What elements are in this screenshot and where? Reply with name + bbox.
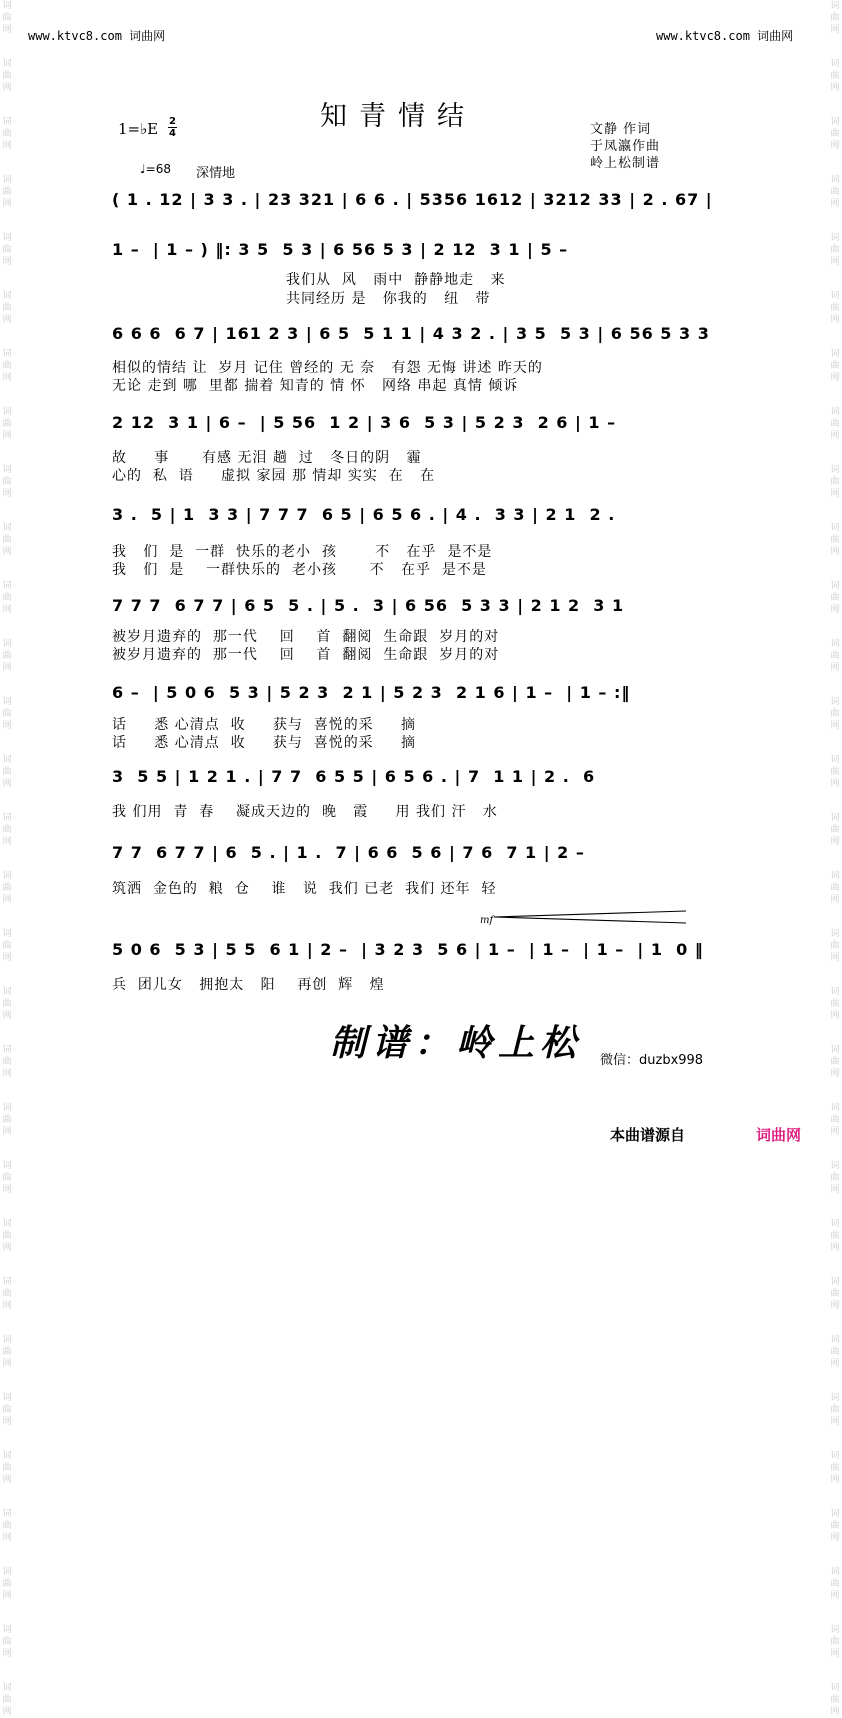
tempo-marking: ♩=68: [140, 162, 171, 176]
side-watermark-text: 词 曲 网: [2, 349, 12, 383]
side-watermark-text: 词 曲 网: [830, 59, 840, 93]
row-notes: 5 0 6 5 3 | 5 5 6 1 | 2 – | 3 2 3 5 6 | 1 – | 1 – | 1 – | 1 0 ‖: [112, 940, 704, 959]
side-watermark-text: 词 曲 网: [2, 1509, 12, 1543]
side-watermark-text: 词 曲 网: [830, 1045, 840, 1079]
side-watermark-text: 词 曲 网: [830, 1219, 840, 1253]
side-watermark-text: 词 曲 网: [830, 1277, 840, 1311]
side-watermark-text: 词 曲 网: [830, 1509, 840, 1543]
side-watermark-text: 词 曲 网: [830, 1567, 840, 1601]
site-url-right[interactable]: www.ktvc8.com 词曲网: [656, 29, 794, 43]
side-watermark-text: 词 曲 网: [830, 465, 840, 499]
side-watermark-text: 词 曲 网: [830, 117, 840, 151]
side-watermark-text: 词 曲 网: [2, 1103, 12, 1137]
crescendo-hairpin: [494, 910, 688, 924]
side-watermark-text: 词 曲 网: [830, 349, 840, 383]
key-signature: 1=♭E: [118, 120, 159, 138]
side-watermark-text: 词 曲 网: [2, 581, 12, 615]
lyric-line-1: 故 事 有感 无泪 趟 过 冬日的阴 霾: [112, 450, 422, 466]
row-notes: 6 6 6 6 7 | 161 2 3 | 6 5 5 1 1 | 4 3 2 . | 3 5 5 3 | 6 56 5 3 3: [112, 324, 710, 343]
side-watermark-text: 词 曲 网: [830, 871, 840, 905]
side-watermark-text: 词 曲 网: [2, 1277, 12, 1311]
side-watermark-text: 词 曲 网: [2, 1335, 12, 1369]
lyric-line-2: 共同经历 是 你我的 纽 带: [286, 291, 491, 307]
site-url-left[interactable]: www.ktvc8.com 词曲网: [28, 29, 166, 43]
side-watermark-text: 词 曲 网: [2, 59, 12, 93]
lyric-line-1: 被岁月遗弃的 那一代 回 首 翻阅 生命跟 岁月的对: [112, 629, 500, 645]
side-watermark-text: 词 曲 网: [2, 117, 12, 151]
side-watermark-text: 词 曲 网: [2, 1625, 12, 1659]
source-label: 本曲谱源自: [610, 1126, 686, 1144]
lyric-line-1: 相似的情结 让 岁月 记住 曾经的 无 奈 有怨 无悔 讲述 昨天的: [112, 360, 543, 376]
lyric-line-1: 兵 团儿女 拥抱太 阳 再创 辉 煌: [112, 977, 385, 993]
lyric-line-2: 被岁月遗弃的 那一代 回 首 翻阅 生命跟 岁月的对: [112, 647, 500, 663]
row-notes: 3 5 5 | 1 2 1 . | 7 7 6 5 5 | 6 5 6 . | 7 1 1 | 2 . 6: [112, 767, 596, 786]
side-watermark-text: 词 曲 网: [830, 755, 840, 789]
side-watermark-text: 词 曲 网: [2, 871, 12, 905]
side-watermark-text: 词 曲 网: [2, 1, 12, 35]
side-watermark-text: 词 曲 网: [830, 291, 840, 325]
lyric-line-2: 心的 私 语 虚拟 家园 那 情却 实实 在 在: [112, 468, 436, 484]
side-watermark-text: 词 曲 网: [2, 1567, 12, 1601]
dynamic-marking: mf: [480, 915, 494, 926]
side-watermark-text: 词 曲 网: [830, 1103, 840, 1137]
row-notes: 1 – | 1 – ) ‖: 3 5 5 3 | 6 56 5 3 | 2 12 3 1 | 5 –: [112, 240, 575, 259]
side-watermark-text: 词 曲 网: [830, 1335, 840, 1369]
side-watermark-text: 词 曲 网: [830, 1393, 840, 1427]
lyric-line-1: 我 们 是 一群 快乐的老小 孩 不 在乎 是不是: [112, 544, 493, 560]
lyric-line-2: 我 们 是 一群快乐的 老小孩 不 在乎 是不是: [112, 562, 487, 578]
source-site-link[interactable]: 词曲网: [756, 1126, 802, 1144]
row-notes: 7 7 6 7 7 | 6 5 . | 1 . 7 | 6 6 5 6 | 7 6 7 1 | 2 –: [112, 843, 592, 862]
arranger-credit: 岭上松制谱: [590, 156, 661, 171]
side-watermark-text: 词 曲 网: [830, 1683, 840, 1717]
row-notes: 7 7 7 6 7 7 | 6 5 5 . | 5 . 3 | 6 56 5 3 3 | 2 1 2 3 1: [112, 596, 625, 615]
lyric-line-1: 话 悉 心清点 收 获与 喜悦的采 摘: [112, 717, 417, 733]
composer-credit: 于凤瀛作曲: [590, 139, 661, 154]
side-watermark-text: 词 曲 网: [2, 639, 12, 673]
lyric-line-1: 我 们用 青 春 凝成天边的 晚 霞 用 我们 汗 水: [112, 804, 498, 820]
side-watermark-text: 词 曲 网: [2, 1045, 12, 1079]
time-top: 2: [169, 116, 176, 127]
side-watermark-text: 词 曲 网: [2, 407, 12, 441]
row-notes: ( 1 . 12 | 3 3 . | 23 321 | 6 6 . | 5356 1612 | 3212 33 | 2 . 67 |: [112, 190, 713, 209]
wechat-id: 微信：duzbx998: [600, 1053, 704, 1068]
row-notes: 3 . 5 | 1 3 3 | 7 7 7 6 5 | 6 5 6 . | 4 . 3 3 | 2 1 2 .: [112, 505, 622, 524]
song-title: 知青情结: [320, 101, 476, 132]
side-watermark-text: 词 曲 网: [830, 639, 840, 673]
side-watermark-text: 词 曲 网: [2, 755, 12, 789]
side-watermark-text: 词 曲 网: [2, 1393, 12, 1427]
side-watermark-text: 词 曲 网: [830, 233, 840, 267]
lyricist-credit: 文静 作词: [590, 122, 652, 137]
side-watermark-text: 词 曲 网: [2, 523, 12, 557]
side-watermark-text: 词 曲 网: [2, 1683, 12, 1717]
arranger-signature: 制谱：岭上松: [330, 1022, 583, 1064]
left-watermark-strip: [0, 0, 14, 1717]
lyric-line-2: 无论 走到 哪 里都 揣着 知青的 情 怀 网络 串起 真情 倾诉: [112, 378, 519, 394]
side-watermark-text: 词 曲 网: [2, 987, 12, 1021]
time-signature: [168, 117, 177, 138]
side-watermark-text: 词 曲 网: [2, 1161, 12, 1195]
lyric-line-2: 话 悉 心清点 收 获与 喜悦的采 摘: [112, 735, 417, 751]
time-bottom: 4: [169, 128, 176, 139]
side-watermark-text: 词 曲 网: [2, 291, 12, 325]
lyric-line-1: 筑洒 金色的 粮 仓 谁 说 我们 已老 我们 还年 轻: [112, 881, 497, 897]
side-watermark-text: 词 曲 网: [830, 407, 840, 441]
side-watermark-text: 词 曲 网: [830, 1, 840, 35]
side-watermark-text: 词 曲 网: [2, 697, 12, 731]
side-watermark-text: 词 曲 网: [830, 1625, 840, 1659]
side-watermark-text: 词 曲 网: [2, 233, 12, 267]
side-watermark-text: 词 曲 网: [830, 1161, 840, 1195]
side-watermark-text: 词 曲 网: [2, 929, 12, 963]
side-watermark-text: 词 曲 网: [2, 813, 12, 847]
side-watermark-text: 词 曲 网: [830, 987, 840, 1021]
side-watermark-text: 词 曲 网: [830, 1451, 840, 1485]
side-watermark-text: 词 曲 网: [830, 813, 840, 847]
side-watermark-text: 词 曲 网: [830, 175, 840, 209]
side-watermark-text: 词 曲 网: [830, 523, 840, 557]
side-watermark-text: 词 曲 网: [2, 175, 12, 209]
side-watermark-text: 词 曲 网: [2, 1451, 12, 1485]
side-watermark-text: 词 曲 网: [830, 581, 840, 615]
side-watermark-text: 词 曲 网: [2, 465, 12, 499]
row-notes: 2 12 3 1 | 6 – | 5 56 1 2 | 3 6 5 3 | 5 2 3 2 6 | 1 –: [112, 413, 623, 432]
row-notes: 6 – | 5 0 6 5 3 | 5 2 3 2 1 | 5 2 3 2 1 6 | 1 – | 1 – :‖: [112, 683, 631, 702]
side-watermark-text: 词 曲 网: [830, 929, 840, 963]
side-watermark-text: 词 曲 网: [830, 697, 840, 731]
lyric-line-1: 我们从 风 雨中 静静地走 来: [286, 272, 506, 288]
side-watermark-text: 词 曲 网: [2, 1219, 12, 1253]
right-watermark-strip: [828, 0, 842, 1717]
expression-marking: 深情地: [196, 166, 236, 181]
